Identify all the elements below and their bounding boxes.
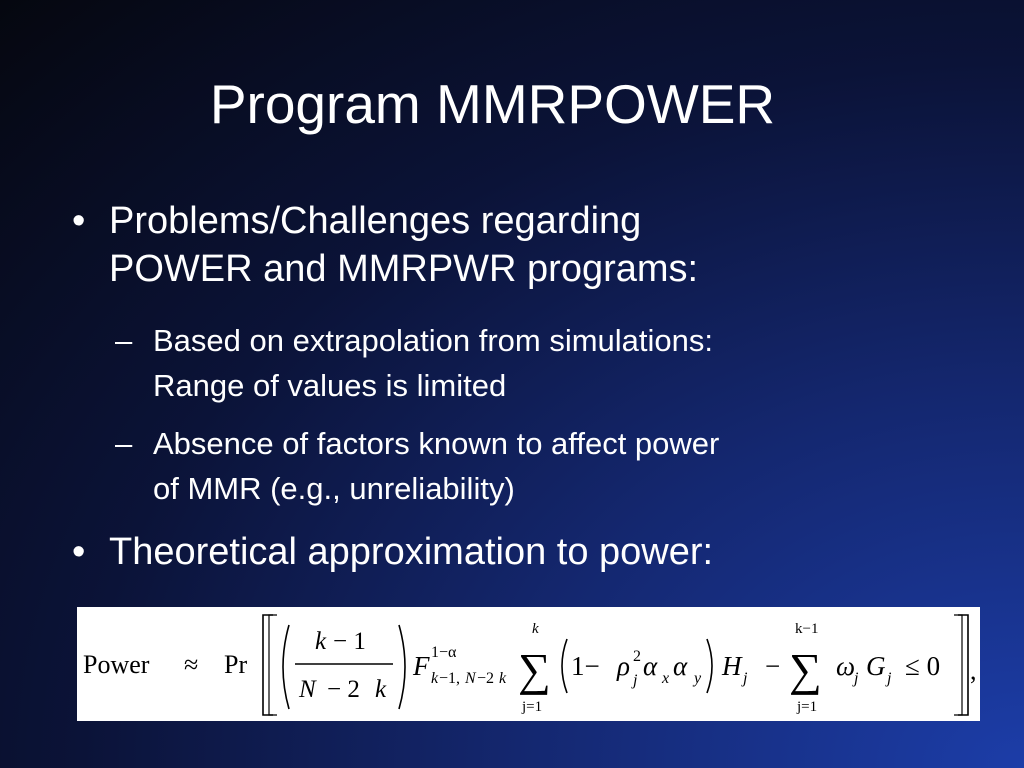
- formula-trailing-comma: ,: [970, 656, 977, 685]
- formula-H: H: [722, 651, 742, 681]
- bullet-marker: •: [72, 531, 86, 573]
- formula-approx-symbol: ≈: [184, 650, 199, 679]
- sum2-upper-limit: k−1: [795, 621, 819, 637]
- sum1-lower-limit: j=1: [522, 699, 543, 715]
- formula-omega: ω: [836, 651, 856, 681]
- subbullet-line-1: Absence of factors known to affect power: [153, 426, 720, 461]
- formula-alpha-y: α: [673, 651, 688, 681]
- formula-alpha-x: α: [643, 651, 658, 681]
- formula-F-sub-rest2: −2: [477, 670, 495, 687]
- formula-F-sub-N: N: [465, 670, 476, 687]
- bullet-line-1: Theoretical approximation to power:: [109, 531, 714, 573]
- fraction-numerator-k: k: [315, 628, 327, 655]
- bullet-marker: •: [72, 200, 86, 242]
- slide-title: Program MMRPOWER: [209, 73, 776, 135]
- formula-F-sub-k: k: [431, 670, 439, 687]
- formula-svg: [77, 607, 980, 721]
- inner-right-bracket: [954, 615, 962, 715]
- inner-right-paren: [707, 639, 712, 693]
- fraction-denominator-N: N: [299, 676, 316, 703]
- formula-G-subscript: j: [887, 670, 892, 687]
- formula-G: G: [866, 651, 886, 681]
- formula-F-sub-k2: k: [499, 670, 507, 687]
- outer-left-bracket: [263, 615, 273, 715]
- formula-rho-subscript: j: [633, 672, 638, 689]
- formula-probability: Pr: [224, 650, 248, 679]
- dash-marker: –: [115, 323, 133, 358]
- fraction-left-paren: [283, 625, 289, 709]
- formula-minus: −: [765, 651, 781, 681]
- sum2-sigma-icon: ∑: [789, 644, 822, 695]
- inner-left-bracket: [269, 615, 277, 715]
- formula-alpha-x-subscript: x: [662, 670, 670, 687]
- formula-F-sub-rest: −1,: [439, 670, 461, 687]
- subbullet-line-2: Range of values is limited: [153, 368, 507, 403]
- formula-rho: ρ: [617, 651, 630, 681]
- power-formula: [77, 607, 980, 721]
- formula-rho-superscript: 2: [633, 648, 641, 665]
- fraction-right-paren: [399, 625, 405, 709]
- formula-one-minus: 1−: [571, 651, 600, 681]
- formula-power-label: Power: [83, 650, 150, 679]
- inner-left-paren: [562, 639, 567, 693]
- fraction-denominator-rest: − 2: [327, 676, 360, 703]
- formula-omega-subscript: j: [854, 670, 859, 687]
- sum1-sigma-icon: ∑: [518, 644, 551, 695]
- fraction-denominator-k: k: [375, 676, 387, 703]
- outer-right-bracket: [958, 615, 968, 715]
- formula-F-superscript: 1−α: [431, 644, 457, 661]
- subbullet-line-1: Based on extrapolation from simulations:: [153, 323, 714, 358]
- formula-F: F: [413, 651, 430, 681]
- formula-leq-zero: ≤ 0: [905, 651, 941, 681]
- formula-H-subscript: j: [743, 670, 748, 687]
- subbullet-line-2: of MMR (e.g., unreliability): [153, 471, 515, 506]
- bullet-line-1: Problems/Challenges regarding: [109, 200, 642, 242]
- dash-marker: –: [115, 426, 133, 461]
- bullet-line-2: POWER and MMRPWR programs:: [109, 248, 699, 290]
- sum1-upper-limit: k: [532, 621, 539, 637]
- fraction-numerator-rest: − 1: [333, 628, 366, 655]
- sum2-lower-limit: j=1: [797, 699, 818, 715]
- formula-alpha-y-subscript: y: [694, 670, 702, 687]
